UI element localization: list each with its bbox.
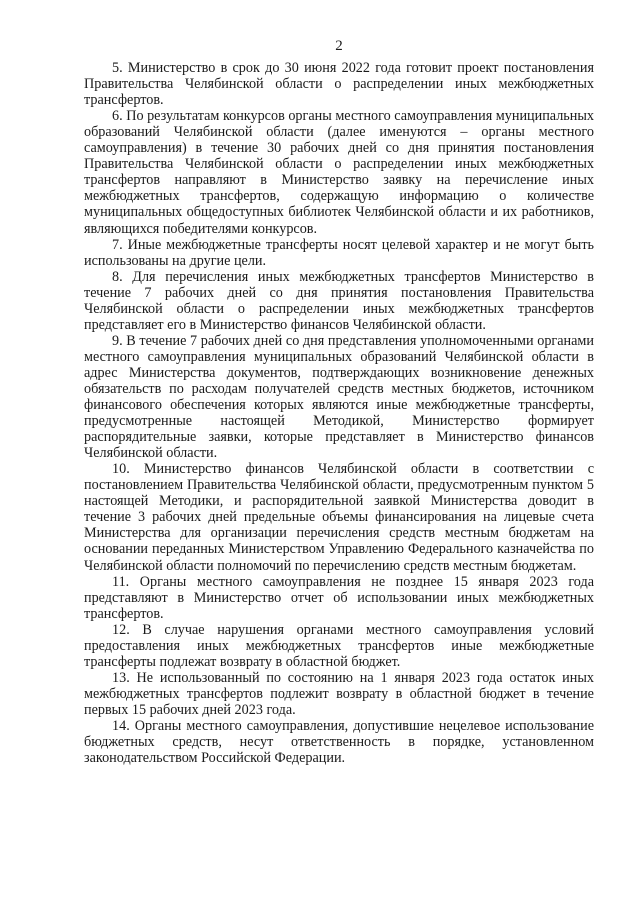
page-number: 2 (335, 38, 343, 54)
paragraph-11: 11. Органы местного самоуправления не позднее 15 января 2023 года представляют в Министерство отчет об использовании иных межбюджетных трансфертов. (84, 573, 594, 622)
paragraph-9: 9. В течение 7 рабочих дней со дня представления уполномоченными органами местного самоуправления муниципальных образований Челябинской области в адрес Министерства документов, подтверждающих возникновение денежных обязательств по расходам получателей средств местных бюджетов, источником финансового обеспечения которых являются иные межбюджетные трансферты, предусмотренные настоящей Методикой, Министерство формирует распорядительные заявки, которые представляет в Министерство финансов Челябинской области. (84, 332, 594, 462)
paragraph-10: 10. Министерство финансов Челябинской области в соответствии с постановлением Правительства Челябинской области, предусмотренным пунктом 5 настоящей Методики, и распорядительной заявкой Министерства доводит в течение 3 рабочих дней предельные объемы финансирования на лицевые счета Министерства для организации перечисления средств местным бюджетам на основании переданных Министерством Управлению Федерального казначейства по Челябинской области полномочий по перечислению средств местным бюджетам. (84, 461, 594, 574)
paragraph-14: 14. Органы местного самоуправления, допустившие нецелевое использование бюджетных средств, несут ответственность в порядке, установленном законодательством Российской Федерации. (84, 717, 594, 767)
paragraph-12: 12. В случае нарушения органами местного самоуправления условий предоставления иных межбюджетных трансфертов иные межбюджетные трансферты подлежат возврату в областной бюджет. (84, 621, 594, 670)
paragraph-5: 5. Министерство в срок до 30 июня 2022 года готовит проект постановления Правительства Челябинской области о распределении иных межбюджетных трансфертов. (84, 60, 594, 109)
paragraph-13: 13. Не использованный по состоянию на 1 января 2023 года остаток иных межбюджетных трансфертов подлежит возврату в областной бюджет в течение первых 15 рабочих дней 2023 года. (84, 669, 594, 718)
paragraph-8: 8. Для перечисления иных межбюджетных трансфертов Министерство в течение 7 рабочих дней со дня принятия постановления Правительства Челябинской области о распределении иных межбюджетных трансфертов представляет его в Министерство финансов Челябинской области. (84, 268, 594, 333)
paragraph-6: 6. По результатам конкурсов органы местного самоуправления муниципальных образований Челябинской области (далее именуются – органы местного самоуправления) в течение 30 рабочих дней со дня принятия постановления Правительства Челябинской области о распределении иных межбюджетных трансфертов направляют в Министерство заявку на перечисление иных межбюджетных трансфертов, содержащую информацию о количестве муниципальных общедоступных библиотек Челябинской области и их работников, являющихся победителями конкурсов. (84, 108, 594, 237)
paragraph-7: 7. Иные межбюджетные трансферты носят целевой характер и не могут быть использованы на другие цели. (84, 236, 594, 269)
